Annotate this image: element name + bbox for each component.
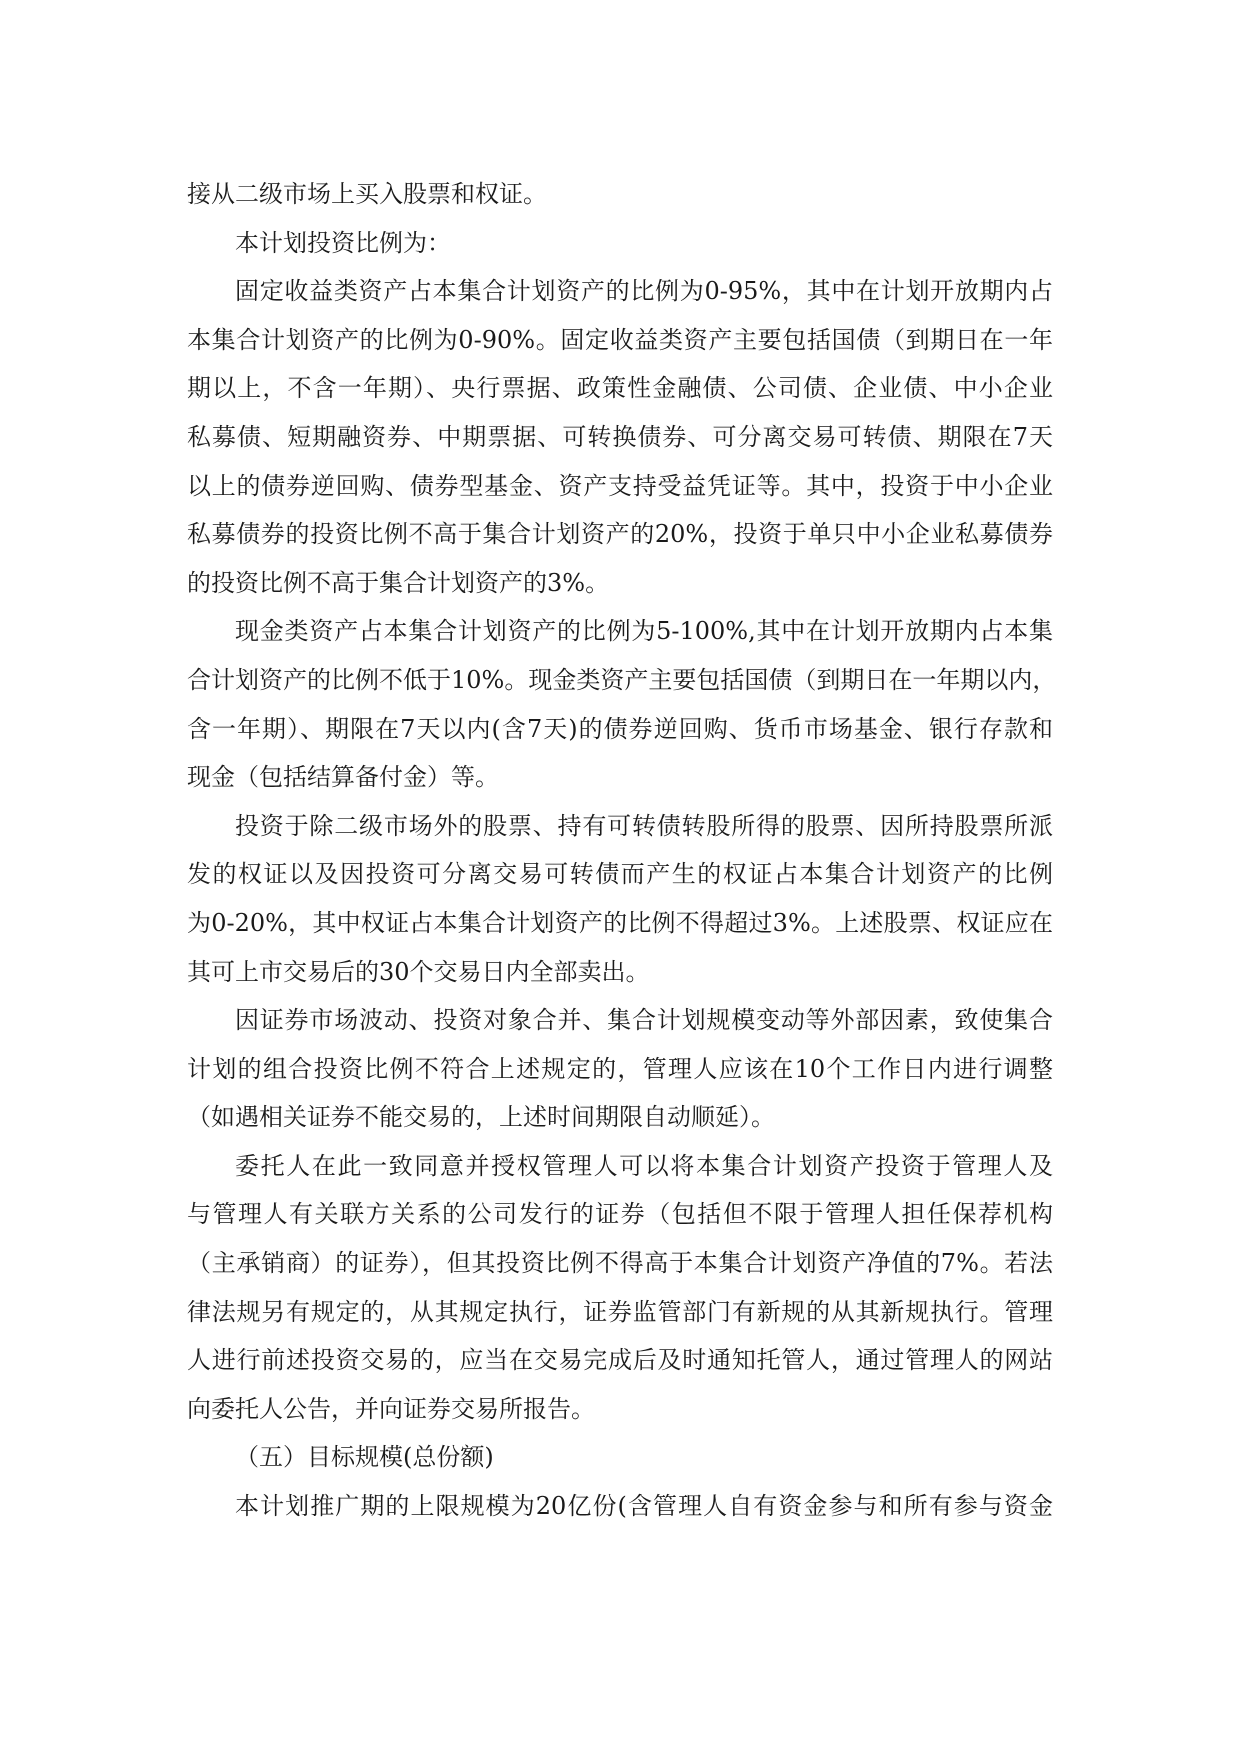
section-heading-target-scale: （五）目标规模(总份额) (235, 1443, 494, 1472)
text-line: 因证券市场波动、投资对象合并、集合计划规模变动等外部因素，致使集合 (235, 1006, 1053, 1035)
text-line: 与管理人有关联方关系的公司发行的证券（包括但不限于管理人担任保荐机构 (187, 1200, 1053, 1229)
text-line: 投资于除二级市场外的股票、持有可转债转股所得的股票、因所持股票所派 (235, 811, 1053, 840)
investment-ratio-intro: 本计划投资比例为： (235, 228, 451, 257)
text-line: 计划的组合投资比例不符合上述规定的，管理人应该在10个工作日内进行调整 (187, 1054, 1053, 1083)
document-body (187, 170, 1057, 1531)
authorization-paragraph (187, 1142, 1053, 1434)
fixed-income-paragraph (187, 267, 1053, 607)
text-line: 含一年期）、期限在7天以内(含7天)的债券逆回购、货币市场基金、银行存款和 (187, 714, 1053, 743)
text-line: 私募债、短期融资券、中期票据、可转换债券、可分离交易可转债、期限在7天 (187, 422, 1053, 451)
ratio-adjustment-paragraph (187, 996, 1053, 1142)
text-line: 向委托人公告，并向证券交易所报告。 (187, 1394, 595, 1423)
text-line: 人进行前述投资交易的，应当在交易完成后及时通知托管人，通过管理人的网站 (187, 1346, 1053, 1375)
paragraph-continuation-line: 接从二级市场上买入股票和权证。 (187, 180, 547, 208)
text-line: 现金类资产占本集合计划资产的比例为5-100%,其中在计划开放期内占本集 (235, 617, 1053, 646)
text-line: 期以上，不含一年期）、央行票据、政策性金融债、公司债、企业债、中小企业 (187, 374, 1053, 403)
text-line: 律法规另有规定的，从其规定执行，证券监管部门有新规的从其新规执行。管理 (187, 1297, 1053, 1326)
text-line: （主承销商）的证券），但其投资比例不得高于本集合计划资产净值的7%。若法 (187, 1249, 1053, 1278)
stocks-warrants-paragraph (187, 802, 1053, 996)
text-line: 其可上市交易后的30个交易日内全部卖出。 (187, 957, 650, 986)
target-scale-paragraph: 本计划推广期的上限规模为20亿份(含管理人自有资金参与和所有参与资金 (235, 1492, 1053, 1521)
text-line: 固定收益类资产占本集合计划资产的比例为0-95%，其中在计划开放期内占 (235, 277, 1053, 306)
text-line: 合计划资产的比例不低于10%。现金类资产主要包括国债（到期日在一年期以内， (187, 665, 1057, 694)
text-line: （如遇相关证券不能交易的，上述时间期限自动顺延）。 (187, 1103, 775, 1132)
text-line: 现金（包括结算备付金）等。 (187, 763, 499, 792)
text-line: 的投资比例不高于集合计划资产的3%。 (187, 568, 610, 597)
text-line: 私募债券的投资比例不高于集合计划资产的20%，投资于单只中小企业私募债券 (187, 520, 1053, 549)
text-line: 为0-20%，其中权证占本集合计划资产的比例不得超过3%。上述股票、权证应在 (187, 908, 1053, 937)
cash-assets-paragraph (187, 607, 1057, 801)
text-line: 本集合计划资产的比例为0-90%。固定收益类资产主要包括国债（到期日在一年 (187, 325, 1053, 354)
text-line: 以上的债券逆回购、债券型基金、资产支持受益凭证等。其中，投资于中小企业 (187, 471, 1053, 500)
text-line: 委托人在此一致同意并授权管理人可以将本集合计划资产投资于管理人及 (235, 1151, 1053, 1180)
text-line: 发的权证以及因投资可分离交易可转债而产生的权证占本集合计划资产的比例 (187, 860, 1053, 889)
